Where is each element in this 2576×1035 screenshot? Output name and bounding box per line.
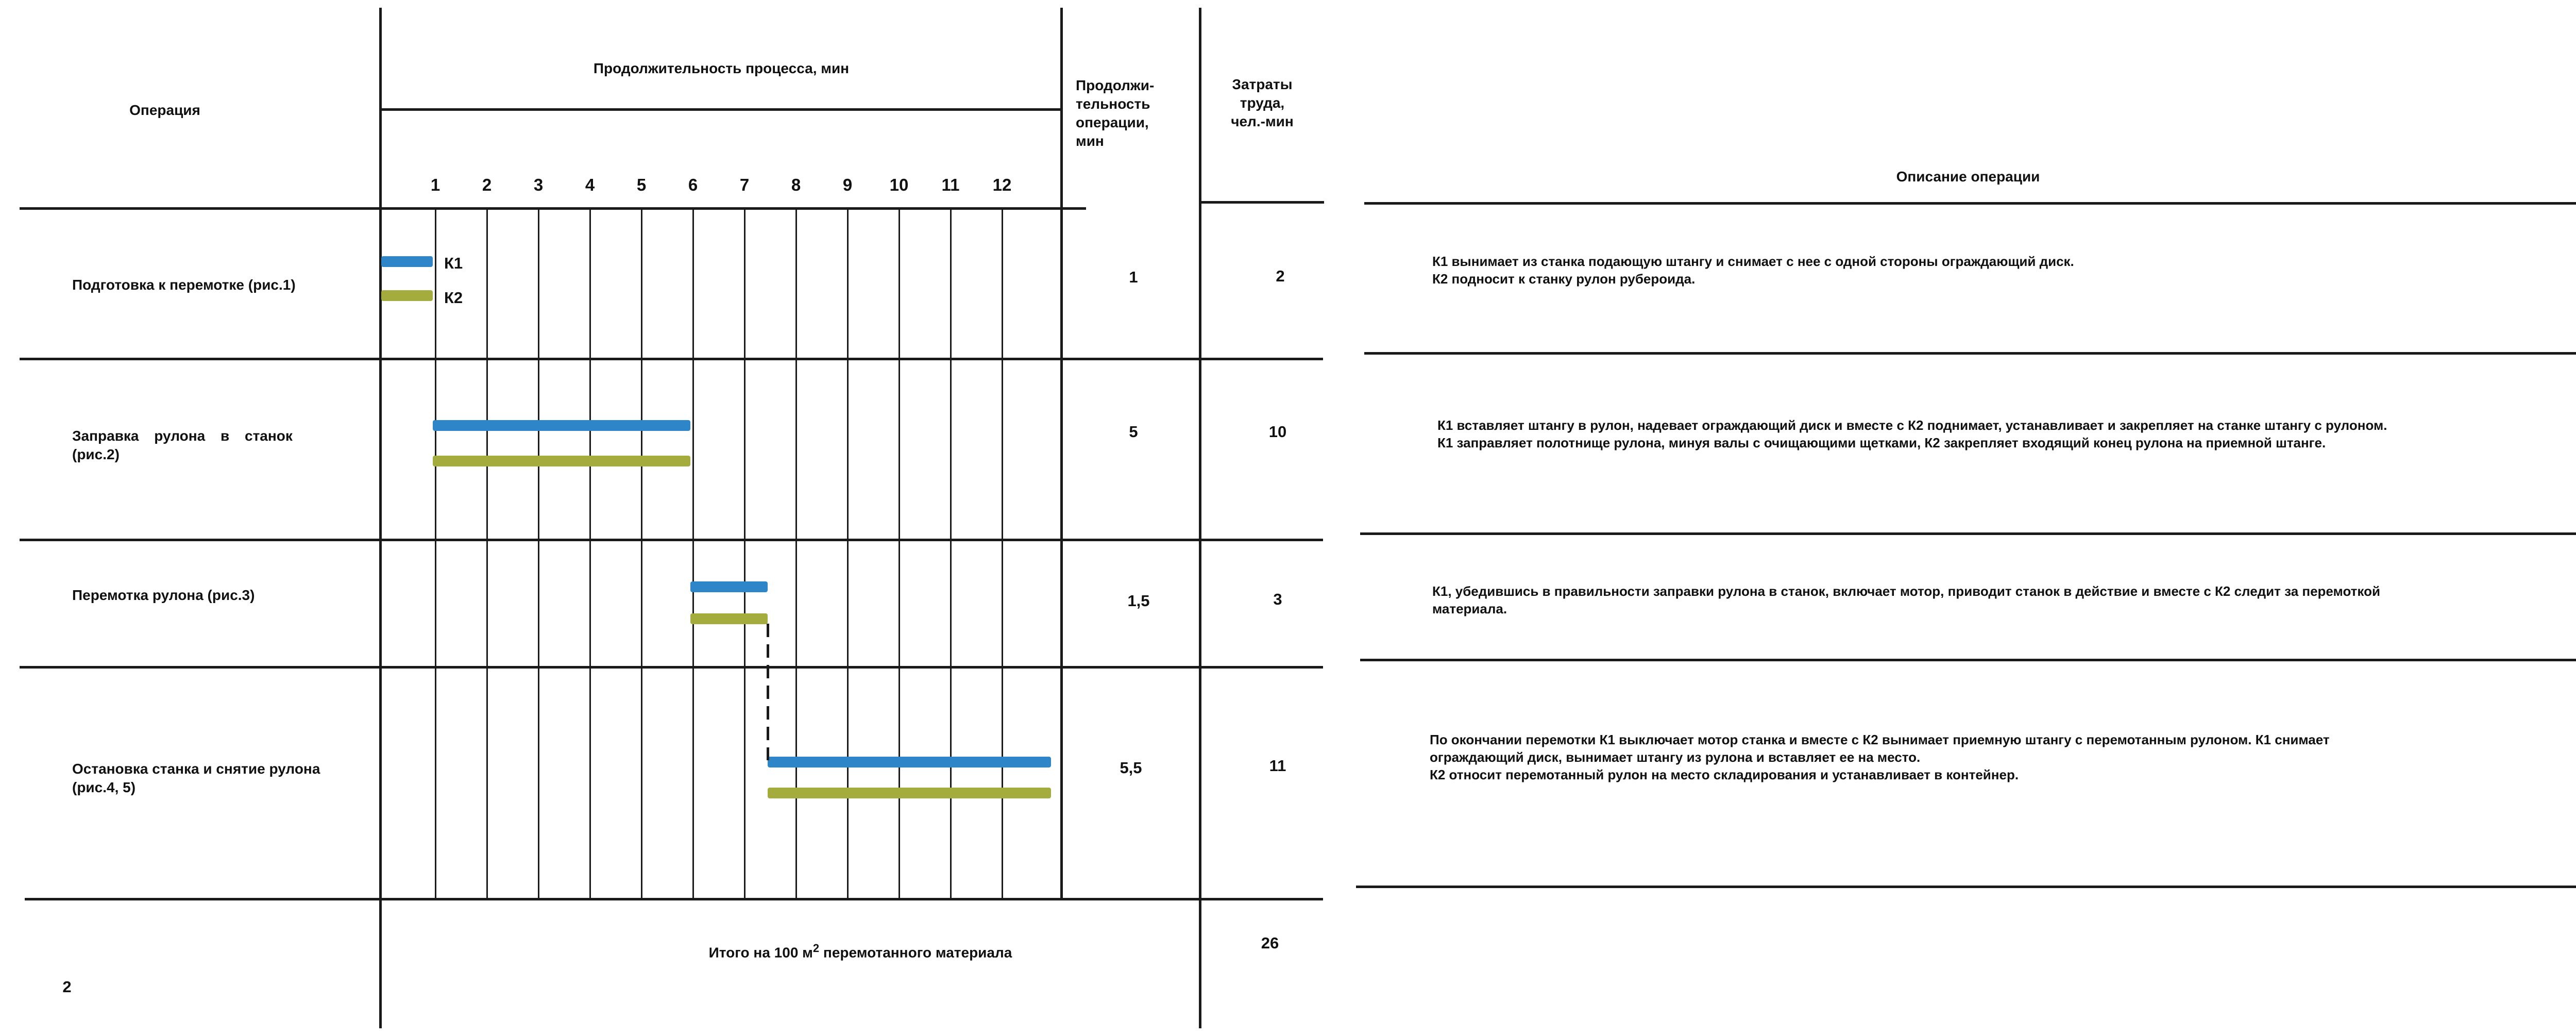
- minute-tick: 2: [482, 175, 492, 194]
- operation-name-1: Подготовка к перемотке (рис.1): [72, 277, 296, 293]
- minute-tick: 4: [585, 175, 595, 194]
- operation-description-1: К1 вынимает из станка подающую штангу и снимает с нее с одной стороны ограждающий диск. К2 подносит к станку рулон рубероида.: [1432, 254, 2074, 287]
- operation-duration-2: 5: [1129, 423, 1138, 441]
- row-divider-3: [20, 666, 1323, 669]
- minute-grid-line: [589, 207, 591, 899]
- operation-labor-2: 10: [1268, 423, 1287, 441]
- desc-rule-1: [1364, 202, 2576, 205]
- gantt-bar-k2-op2: [433, 456, 690, 466]
- desc-rule-5: [1356, 886, 2576, 888]
- gantt-bar-k2-op3: [690, 613, 768, 624]
- labor-header: Затраты труда, чел.-мин: [1231, 76, 1294, 129]
- operation-header: Операция: [129, 102, 200, 118]
- chart-right-border: [1060, 8, 1063, 899]
- gantt-bar-k1-op2: [433, 420, 690, 431]
- operation-name-3: Перемотка рулона (рис.3): [72, 587, 255, 603]
- minute-tick: 3: [533, 175, 544, 194]
- minute-tick: 7: [739, 175, 750, 194]
- operation-description-4: По окончании перемотки К1 выключает мотор станка и вместе с К2 вынимает приемную штангу с перемотанным рулоном. К1 снимает ограждающий диск, вынимает штангу из рулона и вставляет ее на место. К2 относит перемотанный рулон на место складирования и устанавливает в контейнер.: [1430, 732, 2330, 782]
- minute-grid-line: [538, 207, 539, 899]
- operation-duration-1: 1: [1129, 268, 1138, 286]
- gantt-bar-k1-op4: [768, 757, 1051, 767]
- total-label-prefix: Итого на 100 м: [708, 944, 813, 961]
- total-label-suffix: перемотанного материала: [819, 944, 1012, 961]
- operation-labor-3: 3: [1273, 590, 1282, 608]
- operation-name-4: Остановка станка и снятие рулона (рис.4, 5): [72, 761, 320, 795]
- operation-duration-3: 1,5: [1127, 592, 1150, 610]
- minute-grid-line: [641, 207, 642, 899]
- operation-name-2: Заправка рулона в станок (рис.2): [72, 428, 293, 462]
- row-divider-2: [20, 539, 1323, 541]
- minute-tick: 5: [636, 175, 647, 194]
- desc-rule-4: [1360, 659, 2576, 661]
- total-label-sup: 2: [812, 942, 820, 955]
- process-duration-header: Продолжительность процесса, мин: [593, 60, 850, 76]
- minute-tick: 11: [941, 175, 960, 194]
- operation-labor-1: 2: [1276, 267, 1285, 285]
- description-header: Описание операции: [1896, 169, 2040, 185]
- desc-rule-2: [1364, 352, 2576, 355]
- minute-grid-line: [744, 207, 745, 899]
- operation-labor-4: 11: [1269, 757, 1286, 775]
- chart-header-divider: [381, 108, 1061, 111]
- minute-grid-line: [692, 207, 694, 899]
- minute-tick: 1: [430, 175, 440, 194]
- header-top-rule: [20, 207, 1086, 210]
- total-value: 26: [1261, 934, 1279, 952]
- row-divider-4: [25, 898, 1323, 900]
- operation-description-3: К1, убедившись в правильности заправки рулона в станок, включает мотор, приводит станок в действие и вместе с К2 следит за перемоткой материала.: [1432, 583, 2380, 616]
- minute-tick: 8: [791, 175, 801, 194]
- minute-grid-line: [435, 207, 436, 899]
- minute-tick: 9: [842, 175, 853, 194]
- desc-rule-3: [1360, 532, 2576, 535]
- operation-duration-4: 5,5: [1120, 759, 1142, 777]
- page-number-left: 2: [62, 978, 72, 996]
- operation-description-2: К1 вставляет штангу в рулон, надевает ограждающий диск и вместе с К2 поднимает, устанавливает и закрепляет на станке штангу с рулоном. К1 заправляет полотнище рулона, минуя валы с очищающими щетками, К2 закрепляет входящий конец рулона на приемной штанге.: [1437, 418, 2387, 450]
- minute-grid-line: [486, 207, 488, 899]
- minute-tick: 10: [889, 175, 909, 194]
- minute-tick: 6: [688, 175, 698, 194]
- minute-tick: 12: [992, 175, 1012, 194]
- labor-header-rule: [1200, 201, 1324, 204]
- gantt-bar-k1-op3: [690, 581, 768, 592]
- gantt-bar-k2-op4: [768, 788, 1051, 798]
- legend-k1-label: К1: [444, 254, 463, 272]
- chart-left-border: [379, 8, 382, 1028]
- row-divider-1: [20, 358, 1323, 360]
- gantt-bar-k2-op1: [381, 290, 433, 301]
- legend-k2-label: К2: [444, 289, 463, 307]
- duration-right-border: [1199, 8, 1201, 1028]
- dashed-connector: [767, 624, 769, 760]
- gantt-bar-k1-op1: [381, 256, 433, 267]
- total-label: [567, 939, 1154, 962]
- op-duration-header: Продолжи- тельность операции, мин: [1076, 77, 1155, 149]
